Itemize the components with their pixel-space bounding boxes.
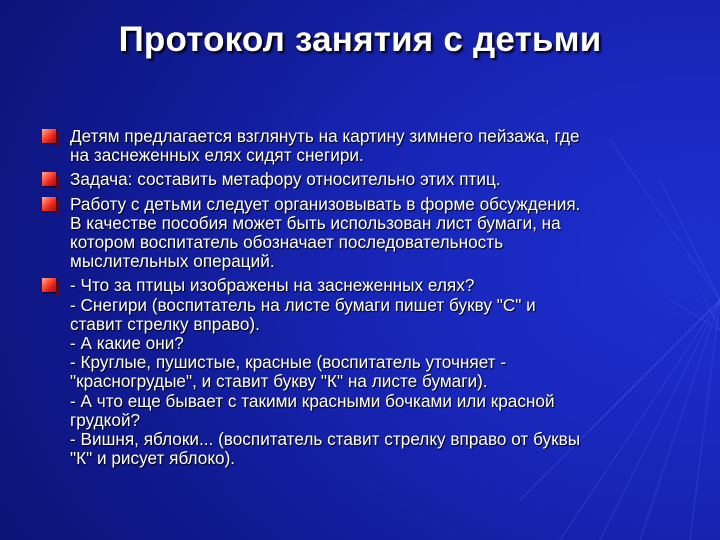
- bullet-text-line: "красногрудые", и ставит букву "К" на листе бумаги).: [70, 371, 488, 392]
- bullet-square-icon: [42, 278, 56, 292]
- bullet-text-line: - Круглые, пушистые, красные (воспитатель уточняет -: [70, 352, 507, 373]
- bullet-item: [42, 276, 682, 468]
- bullet-text-line: - Снегири (воспитатель на листе бумаги пишет букву "С" и: [70, 294, 536, 315]
- bullet-text-line: - А какие они?: [70, 333, 184, 354]
- bullet-list: [42, 127, 682, 473]
- bullet-square-icon: [42, 197, 56, 211]
- bullet-item: [42, 195, 682, 272]
- bullet-square-icon: [42, 172, 56, 186]
- bullet-square-icon: [42, 129, 56, 143]
- bullet-text-line: грудкой?: [70, 409, 141, 430]
- bullet-text-line: котором воспитатель обозначает последовательность: [70, 232, 504, 253]
- bullet-text-line: мыслительных операций.: [70, 251, 275, 272]
- bullet-text-line: - Что за птицы изображены на заснеженных елях?: [70, 275, 475, 296]
- bullet-text-line: Задача: составить метафору относительно этих птиц.: [70, 169, 501, 190]
- bullet-text-line: "К" и рисует яблоко).: [70, 448, 236, 469]
- bullet-text-line: - А что еще бывает с такими красными бочками или красной: [70, 390, 555, 411]
- bullet-item: [42, 170, 682, 189]
- slide-title: Протокол занятия с детьми: [118, 20, 602, 59]
- bullet-text-line: на заснеженных елях сидят снегири.: [70, 145, 364, 166]
- bullet-text-line: - Вишня, яблоки... (воспитатель ставит стрелку вправо от буквы: [70, 429, 581, 450]
- bullet-text-line: Детям предлагается взглянуть на картину зимнего пейзажа, где: [70, 126, 580, 146]
- bullet-text-line: Работу с детьми следует организовывать в форме обсуждения.: [70, 193, 581, 214]
- bullet-text-line: В качестве пособия может быть использован лист бумаги, на: [70, 212, 561, 233]
- bullet-text-line: ставит стрелку вправо).: [70, 313, 260, 334]
- bullet-item: [42, 127, 682, 165]
